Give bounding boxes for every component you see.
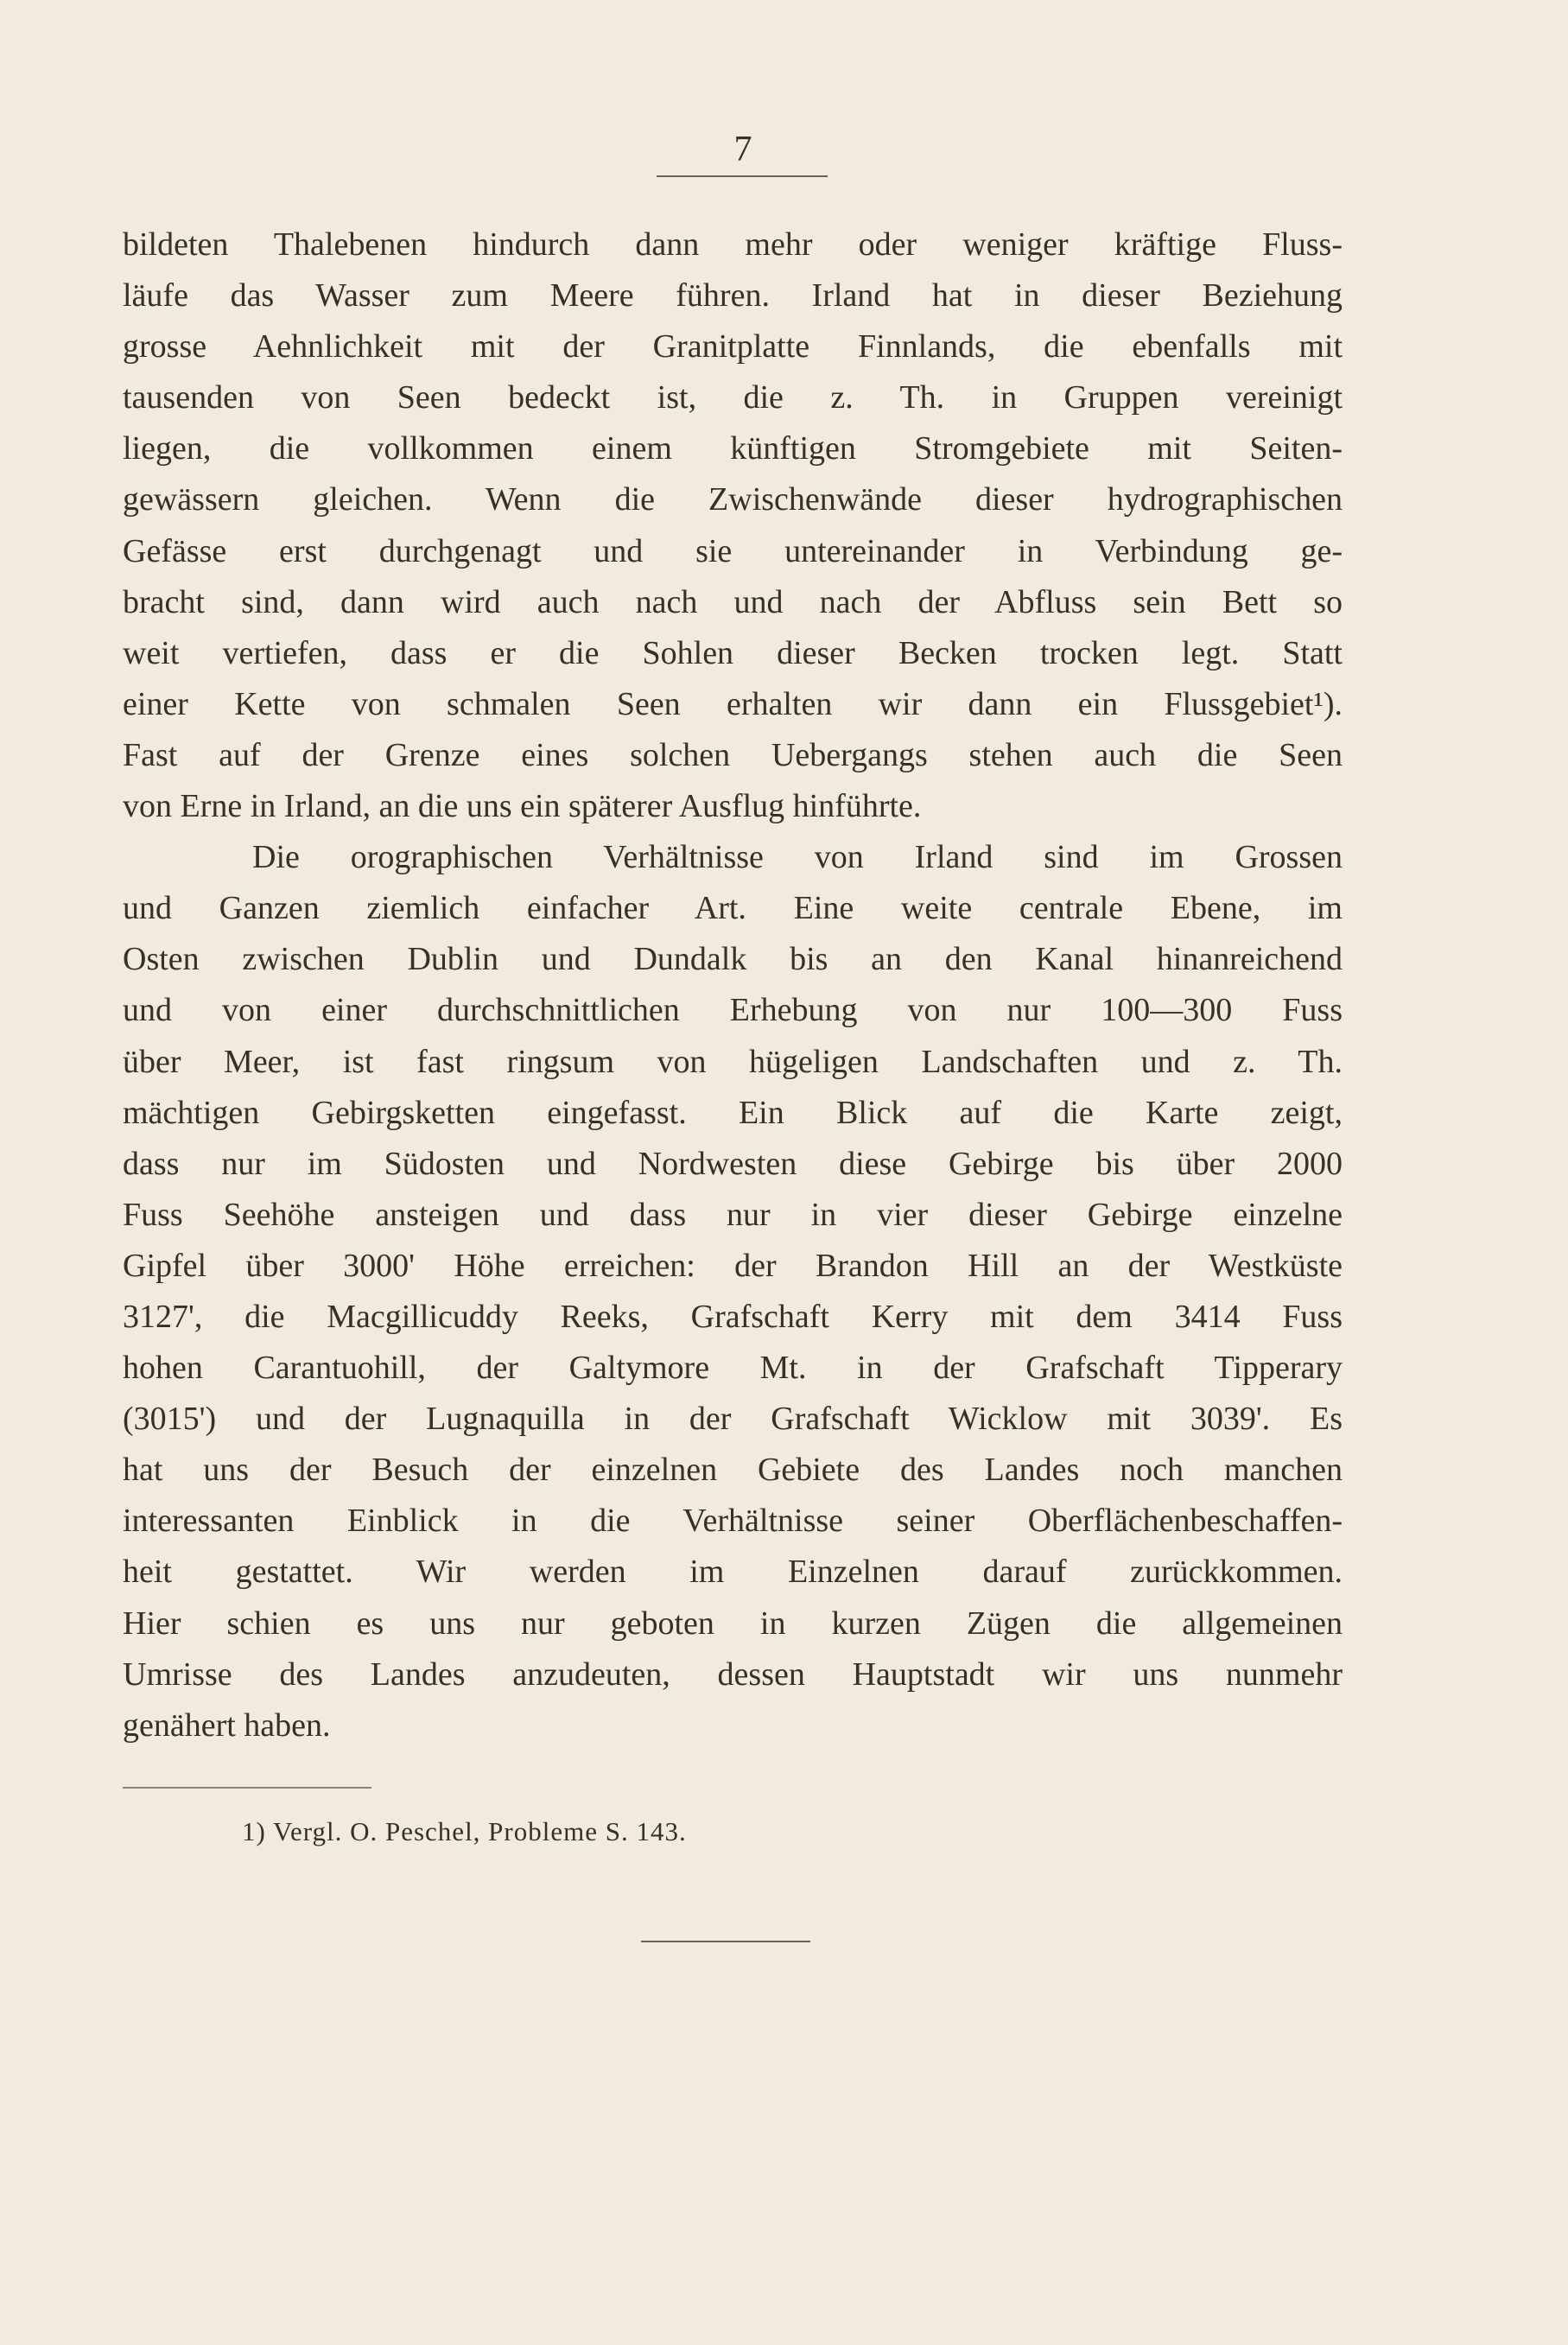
text-line: Hier schien es uns nur geboten in kurzen Zügen die allgemeinen <box>123 1605 1343 1642</box>
text-line: tausenden von Seen bedeckt ist, die z. Th. in Gruppen vereinigt <box>123 379 1343 416</box>
text-line: 3127', die Macgillicuddy Reeks, Grafschaft Kerry mit dem 3414 Fuss <box>123 1298 1343 1335</box>
text-line: bildeten Thalebenen hindurch dann mehr oder weniger kräftige Fluss- <box>123 226 1343 263</box>
body-text <box>123 219 1343 1751</box>
text-line: Osten zwischen Dublin und Dundalk bis an den Kanal hinanreichend <box>123 941 1343 978</box>
text-line: einer Kette von schmalen Seen erhalten wir dann ein Flussgebiet¹). <box>123 685 1343 722</box>
text-line: interessanten Einblick in die Verhältnisse seiner Oberflächenbeschaffen- <box>123 1503 1343 1540</box>
text-line: hat uns der Besuch der einzelnen Gebiete des Landes noch manchen <box>123 1452 1343 1489</box>
text-line: läufe das Wasser zum Meere führen. Irland hat in dieser Beziehung <box>123 277 1343 315</box>
text-line: und Ganzen ziemlich einfacher Art. Eine weite centrale Ebene, im <box>123 890 1343 927</box>
text-line: genähert haben. <box>123 1706 331 1744</box>
page-number-rule <box>657 175 828 177</box>
paragraph-1 <box>123 219 1343 832</box>
end-rule <box>641 1941 810 1942</box>
text-line: Die orographischen Verhältnisse von Irland sind im Grossen <box>252 839 1343 876</box>
text-line: Fast auf der Grenze eines solchen Uebergangs stehen auch die Seen <box>123 736 1343 773</box>
text-line: Fuss Seehöhe ansteigen und dass nur in vier dieser Gebirge einzelne <box>123 1196 1343 1233</box>
text-line: grosse Aehnlichkeit mit der Granitplatte Finnlands, die ebenfalls mit <box>123 328 1343 365</box>
text-line: (3015') und der Lugnaquilla in der Grafschaft Wicklow mit 3039'. Es <box>123 1401 1343 1438</box>
text-line: Gefässe erst durchgenagt und sie untereinander in Verbindung ge- <box>123 532 1343 569</box>
page-number: 7 <box>733 130 752 169</box>
text-line: Umrisse des Landes anzudeuten, dessen Hauptstadt wir uns nunmehr <box>123 1655 1343 1693</box>
text-line: heit gestattet. Wir werden im Einzelnen darauf zurückkommen. <box>123 1554 1343 1591</box>
paragraph-2 <box>123 832 1343 1751</box>
text-line: gewässern gleichen. Wenn die Zwischenwände dieser hydrographischen <box>123 481 1343 518</box>
text-line: liegen, die vollkommen einem künftigen Stromgebiete mit Seiten- <box>123 430 1343 467</box>
text-line: dass nur im Südosten und Nordwesten diese Gebirge bis über 2000 <box>123 1145 1343 1182</box>
text-line: und von einer durchschnittlichen Erhebung von nur 100—300 Fuss <box>123 992 1343 1029</box>
text-line: weit vertiefen, dass er die Sohlen dieser Becken trocken legt. Statt <box>123 634 1343 671</box>
text-line: Gipfel über 3000' Höhe erreichen: der Brandon Hill an der Westküste <box>123 1247 1343 1284</box>
text-line: von Erne in Irland, an die uns ein späterer Ausflug hinführte. <box>123 788 922 825</box>
footnote: 1) Vergl. O. Peschel, Probleme S. 143. <box>242 1816 687 1846</box>
footnote-rule <box>123 1787 371 1789</box>
text-line: hohen Carantuohill, der Galtymore Mt. in der Grafschaft Tipperary <box>123 1350 1343 1387</box>
text-line: mächtigen Gebirgsketten eingefasst. Ein Blick auf die Karte zeigt, <box>123 1094 1343 1131</box>
text-line: bracht sind, dann wird auch nach und nach der Abfluss sein Bett so <box>123 583 1343 620</box>
text-line: über Meer, ist fast ringsum von hügeligen Landschaften und z. Th. <box>123 1043 1343 1080</box>
